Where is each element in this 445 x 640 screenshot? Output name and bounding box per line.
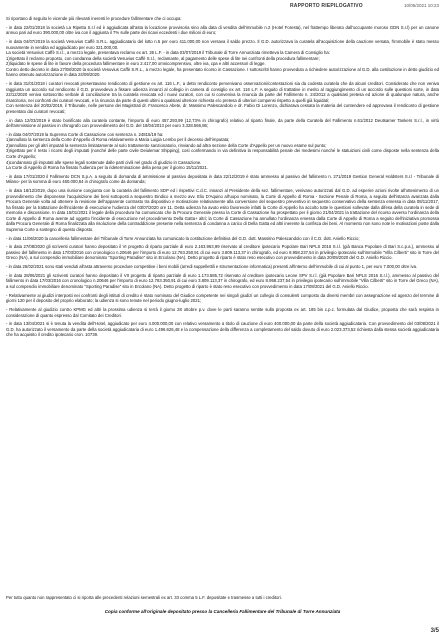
certification-line: Copia conforme all'originale depositato presso la Cancelleria Fallimentare del Tribunale di Torre Annunziata — [104, 609, 341, 614]
event-paragraph: - in data 12/03/2019 è stato bonificato alla curatela contante, l'importo di euro 457.293,99 (12,73% in chirografo) relativo al riparto finale, da parte della Curatela del Fallimento n.61/2012 Deutsamer Tankers S.r.l., in virtù dell'ammissione al passivo in chirografo con provvedimento del G.D. del 18/04/2013 per euro 3.328.566,86; — [6, 117, 439, 129]
event-paragraph: - in data 04/07/2019 la Suprema Corte di Cassazione con sentenza n. 24815/19 ha: 1)annullato la sentenza della Corte d'Appello di Roma relativamente a Maria Luigia Lembo per il decesso dell'imputata; 2)annullato per gli altri imputati la sentenza limitatamente al solo trattamento sanzionatorio, rinviando ad altra sezione della Corte d'Appello per un nuovo esame sul punto; 3)rigettato per il resto i ricorsi degli imputati (nonché delle parte civile Deiulemar Shipping), così confermando in via definitiva la responsabilità penale dei medesimi nonché le statuizioni civili come disposte nella sentenza della Corte d'Appello; 4)condannato gli imputati alle spese legali sostenute dalle parti civili nel grado di giudizio in Cassazione. La Corte di Appello di Roma ha fissato l'udienza per la rideterminazione della pena per il giorno 15/11/2021. — [6, 131, 439, 171]
report-title: RAPPORTO RIEPILOGATIVO — [290, 3, 363, 9]
report-timestamp: 10/05/2021 10:23 — [403, 3, 439, 8]
report-body — [6, 16, 439, 341]
intro-paragraph: Si riportano di seguito le vicende più rilevanti inerenti le procedure fallimentare che ci occupa: — [6, 16, 182, 21]
event-paragraph: - in data 31/01/2018 i curatori revocati presentavano rendiconto di gestione ex art. 116 L.F., a detto rendiconto pervenivano osservazioni/contestazioni sia da codesta curatela che da alcuni creditori. Considerato che non veniva raggiunta un accordo sul rendiconto il G.D. provvedeva a fissare udienza innanzi al collegio in camera di consiglio ex art. 116 L.F. A seguito di trattative in merito al raggiungimento di un accordo sulle questioni sorte, in data 22/12/2020 veniva sottoscritto verbale di conciliazione tra la curatela revocata ed i nuovi curatori, con cui si conveniva la rinuncia da parte del Fallimento n. 24/2012 a qualsiasi pretesa ed azione di qualunque natura, anche risarcitoria, nei confronti dei curatori revocati, e la rinuncia da parte di questi ultimi a qualsiasi ulteriore richiesta e/o pretesa di ulteriori compensi rispetto a quelli già liquidati; Con sentenza del 20/02/2019, il Tribunale, nelle persone dei Magistrati dr. Francesco Abete, dr. Massimo Palescandolo e dr. Fabio Di Lorenzo, dichiarava cessata la materia del contendere ed approvava il rendiconto di gestione presentato dai curatori revocati; — [6, 81, 439, 114]
closing-note: Per tutto quanto non rappresentato ci si riporta alle precedenti relazioni semestrali ex art. 33 comma 5 L.F. depositate e trasmesse a tutti i creditori. — [6, 595, 282, 600]
event-paragraph: - in data 17/01/2020 il Fallimento DCN S.p.A. a seguito di domanda di ammissione al passivo depositata in data 22/12/2019 è stato ammesso al passivo del fallimento n. 271/2019 Gestion General Holdsters S.r.l - Tribunale di Milano- per la somma di euro 460.000,64 in chirografo come da domanda; — [6, 173, 439, 185]
event-paragraph: - in data 22/01/2018 la società La Ripetta S.r.l ed è aggiudicata all'asta la locazione provvisoria sino alla data di vendita dell'immobile n.2 (Hotel Foresta), nel frattempo liberato dall'occupante moroso GDN S.r.l) per un canone annuo pari ad euro 390.000,00 oltre iva con il aggiunta il 7% sulle parte dei ricavi eccedenti i due milioni di euro; — [6, 24, 439, 36]
event-paragraph: - in data 28/06/2021 gli scriventi curatori hanno depositato il VII progetto di riparto parziale di euro 1.173.585,72 riservato al creditore ipotecario Leone SPV S.r.l. (già Popolare Bari NPLS 2016 S.r.l.), ammesso al passivo del fallimento in data 17/03/2016 con cronologico n.20646 per l'importo di euro 12.763.350,91 di cui euro 3.809.113,37 in chirografo, ed euro 8.958.237,54 in privilegio ipotecario sull'immobile "Villa Cilberti" sito in Torre del Greco (NA), a sul compendio immobiliare denominato "Sporting Paradise" sito in Ercolano (NA). Detto progetto di riparto è stato reso esecutivo con provvedimento in data 17/08/2021 del G.D. Aniello Riccio. — [6, 272, 439, 290]
event-paragraph: - in data 25/02/2021 sono stati venduti all'asta attraverso procedure competitive i beni mobili (arredi suppellettili e strumentazione informatica) presenti all'interno dell'immobile di cui al punto 1, per euro 7.000,00 oltre iva. — [6, 264, 418, 270]
page-number: 3/5 — [430, 628, 439, 634]
event-paragraph: - in data 27/08/2020 gli scriventi curatori hanno depositato il VI progetto di riparto parziale di euro 2.163.963,99 riservato al creditore ipotecario Popolare Bari NPLS 2016 S.r.l. (già Banca Popolare di Bari S.c.p.a.), ammesso al passivo del fallimento in data 17/03/2016 con cronologico n.20646 per l'importo di euro 12.763.250,91 di cui euro 3.809.113,37 in chirografo, ed euro 8.958.237,54 in privilegio ipotecario sull'immobile "Villa Cilberti" sito in Torre del Greco (NA), a sul compendio immobiliare denominato "Sporting Paradise" sito in Ercolano (NA). Detto progetto di riparto è stato reso esecutivo con provvedimento in data 20/09/2020 del G.D. Aniello Riccio. — [6, 244, 439, 261]
event-paragraph: - in data 11/06/2020 la cancelleria fallimentare del Tribunale di Torre Annunziata ha comunicato la costituzione definitiva del G.D. dott. Massimo Palescandolo con il C.D. dott. Aniello Riccio; — [6, 235, 360, 241]
event-paragraph: - Relativamente al giudizio contro KPMG ed altri la prossima udienza si terrà il giorno 28 ottobre p.v. dove le parti saranno sentite sulla proposta ex art. 185 bis c.p.c. formulata dal Giudice, proposta che sarà respinta in considerazione di quanto espresso dal Comitato dei Creditori. — [6, 307, 439, 318]
event-paragraph: - Relativamente ai giudizi interposti nei confronti degli istituti di credito è stato nominato del Giudice competente nei singoli giudizi un collegio di consulenti composto da diversi membri con assegnazione ed agenzo del termine di giorni 120 per il deposito del proprio elaborato; la udienza si sono tenute nel periodo giugno-luglio 2021; — [6, 292, 439, 304]
page-header — [0, 3, 445, 13]
event-paragraph: - in data 13/04/2021 si è tenuta la vendita dell'Hotel, aggiudicato per euro 4.000.000,00 con relativo versamento a titolo di cauzione di euro 400.000,00 da parte della società aggiudicataria. Con provvedimento del 03/08/2021 il G.D. ha autorizzato il versamento da parte della società aggiudicataria di euro 1.496.626,48 e la compensazione della differenza a completamento del saldo dovuto di euro 2.023.373,52 richiesta dalla stessa società aggiudicataria che ha acquisito il credito ipotecario cron. 10739. — [6, 321, 439, 338]
event-paragraph: - in data 18/12/2019, dopo una riunione congiunta con la curatela del fallimento SDP ed i rispettivi C.d.C. innanzi al Presidente della sez. fallimentare, venivano autorizzati dal G.D. ad esperire azioni rivolte all'ottenimento di un provvedimento che disponesse l'acquisizione dei beni sottoposti a sequestro Eindico a mezzo avv. Elio D'Aquino all'uopo nominato, la Corte di Appello di Roma - Sezione Penale di Roma, a seguito dell'istanza avanzata dalla Procura Generale volta ad ottenere la revisione dell'apparente contrasto tra dispositivo e motivazione relativamente alla conversione del sequestro preventivo in sequestro conservativo della sentenza emessa in data 08/11/2017, ha fissato per la trattazione dell'incidente di esecuzione l'udienza del 03/07/2020 ore 11. Detta udienza ha avuto esito favorevole infatti la Corte di Appello ha accolto tutte le questioni sollevate dalla difesa della curatela in sede di memoria e discussione. In data 15/01/2021 il legale della procedura ha comunicato che la Procura Generale presso la Corte di Cassazione ha prospettato per il giorno 21/04/2021 la trattazione del ricorso avverso l'ordinanza della Corte di Appello di Roma avente ad oggetto l'incidente di esecuzione nel procedimento Della Gatta+ altri; la Corte di Cassazione ha annullato l'ordinanza emessa dalla Corte di Appello di Roma a seguito dell'iniziativa promossa dalla Procura Generale di Roma finalizzata alla risoluzione della contraddizione presente nella sentenza di condanna a carico di Della Gatta ed altri inerente la confisca dei beni. Al momento non sono note le motivazioni poste dalla Suprema Corte a sostegno di questo disposto. — [6, 188, 439, 232]
event-paragraph: - in data 04/07/2019 la società Vesuvius Caffè S.R.L. aggiudicatario del lotto n.5 per euro 411.000,00 non versava il saldo prezzo. Il G.D. autorizzava la curatela all'acquisizione della cauzione versata, l'immobile è stato messo nuovamente in vendita ed aggiudicato per euro 321.000,00. La società Vesuvius Caffè S.r.l., a mezzo legale, presentava reclamo ex art. 26 L.F. - in data 03/07/2019 il Tribunale di Torre Annunziata rimetteva la Camera di Consiglio ha: 1)rigettato il reclamo proposto, con condanna della società Vesuvius Caffè S.r.l., reclamante, al pagamento delle spese di lite nei confronti della procedura fallimentare; 2)liquidato le spese di lite in favore della procedura fallimentare in euro 2.417,00 omnicomprensivo, oltre iva, cpa e altri accessori di legge. Contro detto decreto in data 27/08/2020 la società Vesuvius Caffè S.R.L., a mezzo legale, ha presentato ricorso in Cassazione. I sottoscritti hanno provveduto a richiedere autorizzazione al G.D. alla costituzione in detto giudizio ed hanno ottenuto autorizzazione in data 24/09/2020. — [6, 39, 439, 78]
